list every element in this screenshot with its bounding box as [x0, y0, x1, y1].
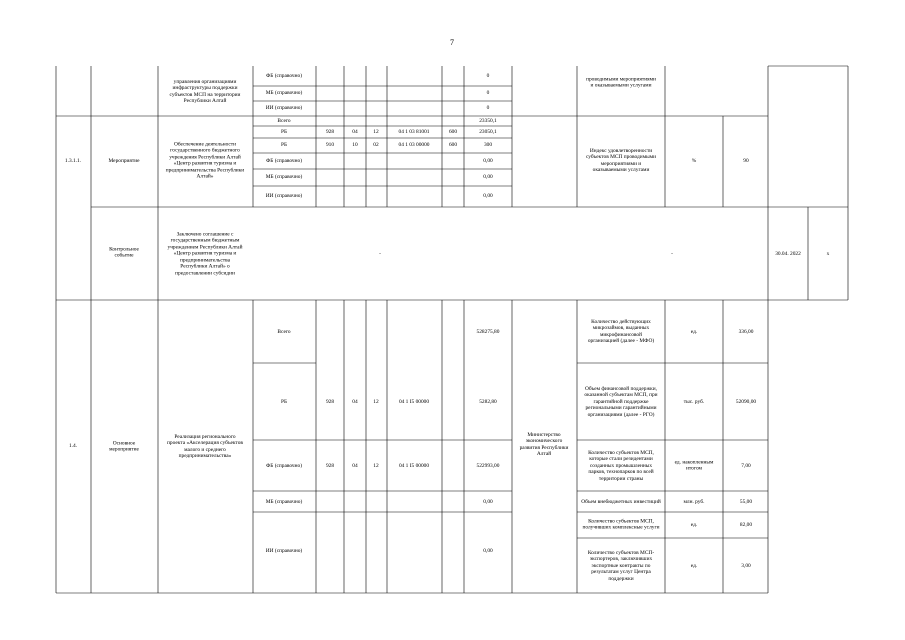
row-1311-fin-2-source: РБ — [280, 141, 288, 148]
row-1311-unit: % — [691, 157, 697, 164]
top-target-text: управления организациями инфраструктуры поддержки субъектов МСП на территории Республики Алтай — [169, 79, 241, 105]
row-14-ind-0-unit: ед. — [690, 328, 698, 335]
row-14-fin-2-amount: 522993,00 — [476, 462, 500, 469]
row-1311-type: Мероприятие — [108, 157, 140, 164]
row-14-fin-1-csr: 04 1 I5 00000 — [398, 398, 430, 405]
row-14-fin-4-source: ИИ (справочно) — [265, 547, 303, 554]
row-14-ind-3-unit: млн. руб. — [683, 498, 705, 505]
control-event-dash-indicator: - — [671, 250, 673, 257]
row-1311-fin-2-rz: 10 — [352, 141, 358, 148]
row-14-fin-3-amount: 0,00 — [483, 498, 493, 505]
row-14-ind-3-name: Объем внебюджетных инвестиций — [581, 498, 661, 505]
row-14-fin-0-amount: 528275,80 — [476, 328, 500, 335]
row-14-fin-2-pr: 12 — [373, 462, 379, 469]
row-1311-value: 90 — [743, 157, 749, 164]
row-14-ind-0-name: Количество действующих микрозаймов, выданных микрофинансовой организацией (далее - МФО) — [587, 319, 655, 345]
row-14-fin-2-grbs: 928 — [325, 462, 335, 469]
row-1311-fin-1-amount: 23050,1 — [479, 128, 497, 135]
row-14-fin-2-rz: 04 — [352, 462, 358, 469]
row-1311-fin-3-amount: 0,00 — [483, 157, 493, 164]
row-1311-fin-1-grbs: 928 — [325, 128, 335, 135]
top-indicator-text: проводимыми мероприятиями и оказываемыми услугами — [586, 76, 656, 89]
row-14-fin-0-source: Всего — [277, 328, 291, 335]
top-amount-ii: 0 — [486, 104, 490, 111]
row-1311-name-cell — [158, 116, 253, 207]
row-1311-fin-4-source: МБ (справочно) — [265, 173, 303, 180]
row-1311-fin-1-csr: 04 1 03 81001 — [398, 128, 430, 135]
row-14-ind-1-value: 52090,00 — [735, 398, 757, 405]
top-amount-fb: 0 — [486, 72, 490, 79]
row-1311-fin-2-amount: 300 — [483, 141, 493, 148]
row-14-ind-5-value: 3,00 — [741, 562, 751, 569]
control-event-name: Заключено соглашение с государственным бюджетным учреждением Республики Алтай «Центр развития туризма и предпринимательства Республики Алтай» о предоставлении субсидии — [167, 231, 243, 277]
row-1311-fin-3-source: ФБ (справочно) — [265, 157, 303, 164]
control-event-mark: х — [826, 250, 830, 257]
control-event-dash-finance: - — [379, 250, 381, 257]
row-14-number: 1.4. — [68, 442, 78, 449]
row-14-fin-3-source: МБ (справочно) — [265, 498, 303, 505]
row-14-type: Основное мероприятие — [109, 440, 139, 453]
row-14-ind-1-unit: тыс. руб. — [683, 398, 705, 405]
row-1311-fin-1-source: РБ — [280, 128, 288, 135]
row-1311-fin-1-pr: 12 — [373, 128, 379, 135]
row-1311-fin-5-source: ИИ (справочно) — [265, 192, 303, 199]
row-14-ind-4-value: 82,00 — [739, 521, 753, 528]
row-1311-fin-2-csr: 04 1 03 00000 — [398, 141, 430, 148]
row-1311-indicator: Индекс удовлетворенности субъектов МСП проводимыми мероприятиями и оказываемыми услугами — [585, 148, 657, 174]
row-1311-fin-4-amount: 0,00 — [483, 173, 493, 180]
row-1311-fin-1-vr: 600 — [448, 128, 458, 135]
control-event-date: 30.04. 2022 — [775, 250, 801, 257]
row-14-fin-4-amount: 0,00 — [483, 547, 493, 554]
row-1311-fin-0-amount: 23350,1 — [479, 117, 497, 124]
row-14-fin-2-source: ФБ (справочно) — [265, 462, 303, 469]
row-14-fin-1-source: РБ — [280, 398, 288, 405]
control-event-type: Контрольное событие — [109, 246, 139, 259]
row-1311-fin-2-pr: 02 — [373, 141, 379, 148]
row-1311-name: Обеспечение деятельности государственного бюджетного учреждения Республики Алтай «Центр развития туризма и предпринимательства Республики Алтай» — [165, 141, 245, 180]
row-14-ind-5-name: Количество субъектов МСП-экспортеров, заключивших экспортные контракты по результатам услуг Центра поддержки — [587, 549, 655, 582]
row-14-ind-4-name: Количество субъектов МСП, получивших комплексные услуги — [582, 518, 660, 531]
row-14-ind-2-unit: ед. накопленным итогом — [674, 459, 714, 472]
row-14-ind-3-value: 55,00 — [739, 498, 753, 505]
row-14-fin-2-csr: 04 1 I5 00000 — [398, 462, 430, 469]
row-1311-fin-1-rz: 04 — [352, 128, 358, 135]
row-1311-fin-2-grbs: 910 — [325, 141, 335, 148]
row-14-ind-1-name: Объем финансовой поддержки, оказанной субъектам МСП, при гарантийной поддержке региональными гарантийными организациями (далее - РГО) — [584, 385, 658, 418]
row-14-fin-1-pr: 12 — [373, 398, 379, 405]
row-14-ind-2-value: 7,00 — [741, 462, 751, 469]
row-1311-number: 1.3.1.1. — [64, 157, 82, 164]
row-14-ind-5-cell — [577, 538, 665, 593]
row-14-fin-1-grbs: 928 — [325, 398, 335, 405]
row-14-ind-5-unit: ед. — [690, 562, 698, 569]
row-14-ind-0-value: 336,00 — [738, 328, 754, 335]
row-14-ind-2-name: Количество субъектов МСП, которые стали резидентами созданных промышленных парков, технопарков по всей территории страны — [588, 449, 654, 482]
page-number: 7 — [450, 38, 454, 47]
row-1311-fin-2-vr: 600 — [448, 141, 458, 148]
row-14-executor: Министерство экономического развития Республики Алтай — [519, 432, 569, 458]
row-14-name: Реализация регионального проекта «Акселерация субъектов малого и среднего предпринимательства» — [167, 434, 243, 460]
top-name-cell — [158, 66, 253, 116]
row-14-ind-4-unit: ед. — [690, 521, 698, 528]
top-amount-mb: 0 — [486, 89, 490, 96]
top-source-ii: ИИ (справочно) — [265, 104, 303, 111]
top-source-mb: МБ (справочно) — [265, 89, 303, 96]
top-source-fb: ФБ (справочно) — [265, 72, 303, 79]
row-1311-fin-5-amount: 0,00 — [483, 192, 493, 199]
row-14-fin-1-amount: 5282,80 — [479, 398, 497, 405]
row-14-fin-1-rz: 04 — [352, 398, 358, 405]
row-1311-fin-0-source: Всего — [277, 117, 291, 124]
top-indicator-cell — [577, 66, 665, 116]
